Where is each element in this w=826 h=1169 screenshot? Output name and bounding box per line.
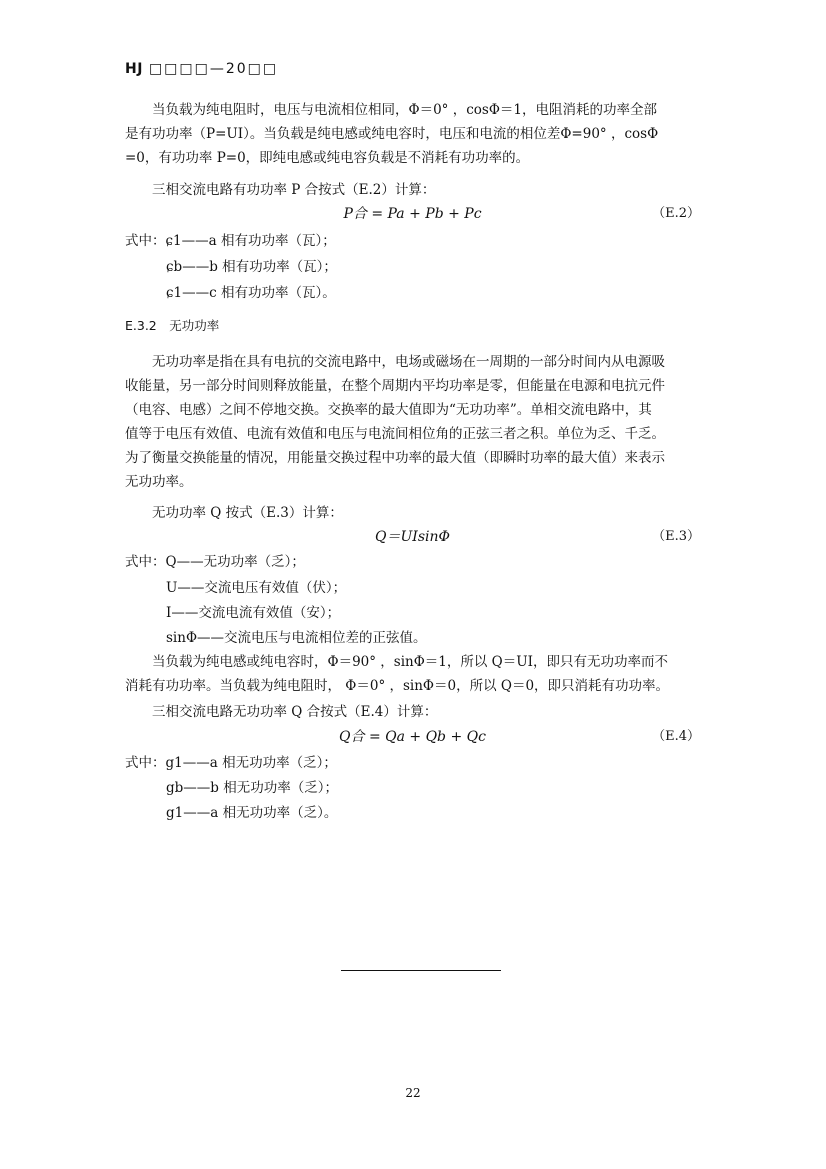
paragraph-line: =0，有功功率 P=0，即纯电感或纯电容负载是不消耗有功功率的。 [125,150,530,166]
page-number: 22 [405,1086,421,1100]
header-code: □□□□—20□□ [148,61,279,77]
definition-line: 式中：g1——a 相无功功率（乏）； [125,755,337,771]
paragraph-line: 为了衡量交换能量的情况，用能量交换过程中功率的最大值（即瞬时功率的最大值）来表示 [125,450,665,466]
header-prefix: HJ [125,61,143,77]
standard-header [125,61,278,77]
paragraph-line: 收能量，另一部分时间则释放能量，在整个周期内平均功率是零，但能量在电源和电抗元件 [125,378,665,394]
definition-line: U——交流电压有效值（伏）； [166,580,347,596]
paragraph-line: 值等于电压有效值、电流有效值和电压与电流间相位角的正弦三者之积。单位为乏、千乏。 [125,426,665,442]
equation-number-e3: （E.3） [652,529,700,544]
paragraph-line: 当负载为纯电阻时，电压与电流相位相同，Φ＝0° ，cosΦ＝1，电阻消耗的功率全部 [152,102,657,118]
definition-line: gb——b 相无功功率（乏）； [166,780,338,796]
equation-number-e2: （E.2） [652,206,700,221]
paragraph-line: 三相交流电路无功功率 Q 合按式（E.4）计算： [152,704,438,720]
paragraph-line: 无功功率是指在具有电抗的交流电路中，电场或磁场在一周期的一部分时间内从电源吸 [152,354,665,370]
definition-line: g1——a 相无功功率（乏）。 [166,805,338,821]
paragraph-line: 无功功率。 [125,474,193,490]
end-rule [341,970,501,971]
paragraph-line: 是有功功率（P=UI）。当负载是纯电感或纯电容时，电压和电流的相位差Φ=90° ，cosΦ [125,126,659,142]
definition-line: I——交流电流有效值（安）； [166,605,341,621]
definition-line: ɕ1——c 相有功功率（瓦）。 [166,285,336,301]
formula-e2: P合 = Pa + Pb + Pc [343,206,482,222]
equation-number-e4: （E.4） [652,729,700,744]
section-heading: E.3.2 无功功率 [125,318,220,333]
paragraph-line: 三相交流电路有功功率 P 合按式（E.2）计算： [152,182,436,198]
paragraph-line: 消耗有功功率。当负载为纯电阻时， Φ＝0° ，sinΦ＝0，所以 Q＝0，即只消耗有功功率。 [125,678,670,694]
definition-line: ɕb——b 相有功功率（瓦）； [166,259,337,275]
paragraph-line: 无功功率 Q 按式（E.3）计算： [152,505,343,521]
formula-e3: Q＝UIsinΦ [375,529,450,545]
paragraph-line: 当负载为纯电感或纯电容时，Φ＝90° ，sinΦ＝1，所以 Q＝UI，即只有无功功率而不 [152,654,668,670]
paragraph-line: （电容、电感）之间不停地交换。交换率的最大值即为“无功功率”。单相交流电路中，其 [125,402,652,418]
definition-line: sinΦ——交流电压与电流相位差的正弦值。 [166,630,427,646]
definition-line: 式中：ɕ1——a 相有功功率（瓦）； [125,233,336,249]
formula-e4: Q合 = Qa + Qb + Qc [339,729,486,745]
definition-line: 式中：Q——无功功率（乏）； [125,554,305,570]
